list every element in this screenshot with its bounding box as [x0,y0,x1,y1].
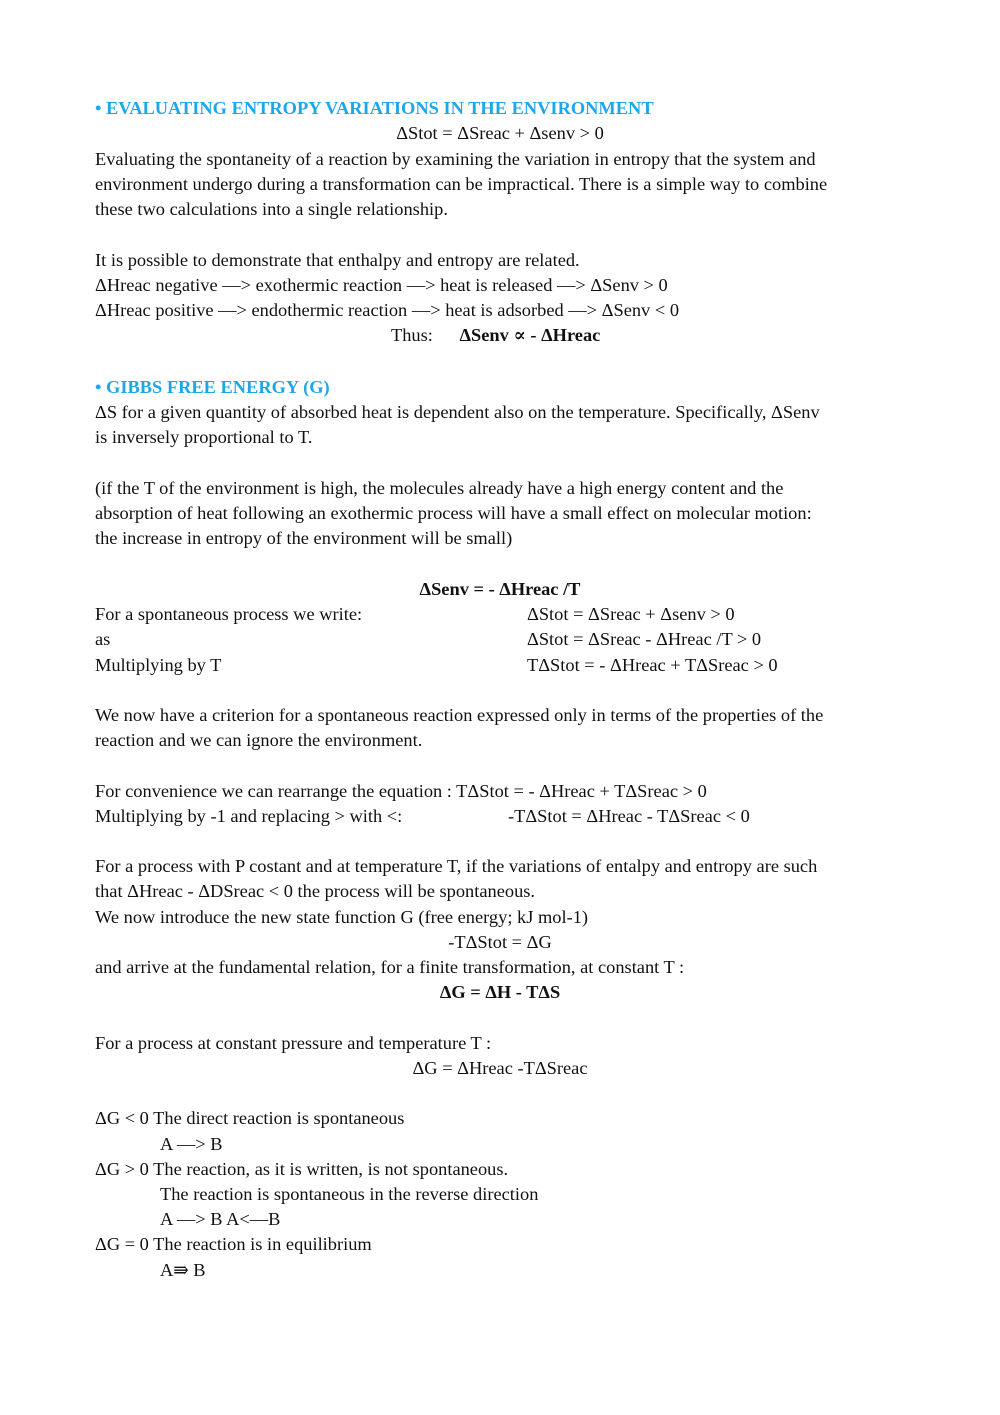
section-heading-entropy: • EVALUATING ENTROPY VARIATIONS IN THE ENVIRONMENT [95,98,654,118]
formula-g: -TΔStot = ΔG [448,932,552,952]
paragraph-line: reaction and we can ignore the environment. [95,730,423,750]
thus-label: Thus: [391,325,433,345]
paragraph-line: For a process with P costant and at temperature T, if the variations of entalpy and entropy are such [95,856,818,876]
rearrange-formula: -TΔStot = ΔHreac - TΔSreac < 0 [508,806,750,826]
step-formula: ΔStot = ΔSreac - ΔHreac /T > 0 [527,629,762,649]
paragraph-line: is inversely proportional to T. [95,427,313,447]
paragraph-line: the increase in entropy of the environment will be small) [95,528,513,548]
paragraph-line: environment undergo during a transformation can be impractical. There is a simple way to combine [95,174,828,194]
case-zero-reaction: A⇛ B [160,1260,206,1280]
paragraph-line: For a process at constant pressure and temperature T : [95,1033,492,1053]
paragraph-line: (if the T of the environment is high, the molecules already have a high energy content and the [95,478,784,498]
step-formula: ΔStot = ΔSreac + Δsenv > 0 [527,604,735,624]
formula-constant-pt: ΔG = ΔHreac -TΔSreac [412,1058,588,1078]
case-negative: ΔG < 0 The direct reaction is spontaneous [95,1108,405,1128]
step-label: For a spontaneous process we write: [95,604,363,624]
formula-fundamental: ΔG = ΔH - TΔS [439,982,561,1002]
paragraph-line: Evaluating the spontaneity of a reaction by examining the variation in entropy that the system and [95,149,816,169]
paragraph-line: these two calculations into a single relationship. [95,199,448,219]
case-positive: ΔG > 0 The reaction, as it is written, is not spontaneous. [95,1159,509,1179]
case-zero: ΔG = 0 The reaction is in equilibrium [95,1234,372,1254]
case-negative-reaction: A —> B [160,1134,223,1154]
rearrange-label: Multiplying by -1 and replacing > with <: [95,806,403,826]
formula-stot: ΔStot = ΔSreac + Δsenv > 0 [396,123,604,143]
step-label: Multiplying by T [95,655,222,675]
step-label: as [95,629,111,649]
paragraph-line: We now introduce the new state function G (free energy; kJ mol-1) [95,907,589,927]
case-positive-reaction: A —> B A<—B [160,1209,281,1229]
paragraph-line: ΔHreac positive —> endothermic reaction —> heat is adsorbed —> ΔSenv < 0 [95,300,680,320]
paragraph-line: that ΔHreac - ΔDSreac < 0 the process will be spontaneous. [95,881,536,901]
section-heading-gibbs: • GIBBS FREE ENERGY (G) [95,377,330,397]
paragraph-line: and arrive at the fundamental relation, for a finite transformation, at constant T : [95,957,685,977]
paragraph-line: We now have a criterion for a spontaneous reaction expressed only in terms of the properties of the [95,705,824,725]
formula-senv-proportional: ΔSenv ∝ - ΔHreac [459,325,601,345]
paragraph-line: It is possible to demonstrate that enthalpy and entropy are related. [95,250,580,270]
thus-line [391,323,600,348]
step-formula: TΔStot = - ΔHreac + TΔSreac > 0 [527,655,778,675]
paragraph-line: absorption of heat following an exothermic process will have a small effect on molecular motion: [95,503,812,523]
formula-senv: ΔSenv = - ΔHreac /T [419,579,581,599]
paragraph-line: ΔHreac negative —> exothermic reaction —> heat is released —> ΔSenv > 0 [95,275,668,295]
rearrange-line: For convenience we can rearrange the equation : TΔStot = - ΔHreac + TΔSreac > 0 [95,781,707,801]
case-positive-note: The reaction is spontaneous in the reverse direction [160,1184,539,1204]
paragraph-line: ΔS for a given quantity of absorbed heat is dependent also on the temperature. Specifically, ΔSenv [95,402,820,422]
